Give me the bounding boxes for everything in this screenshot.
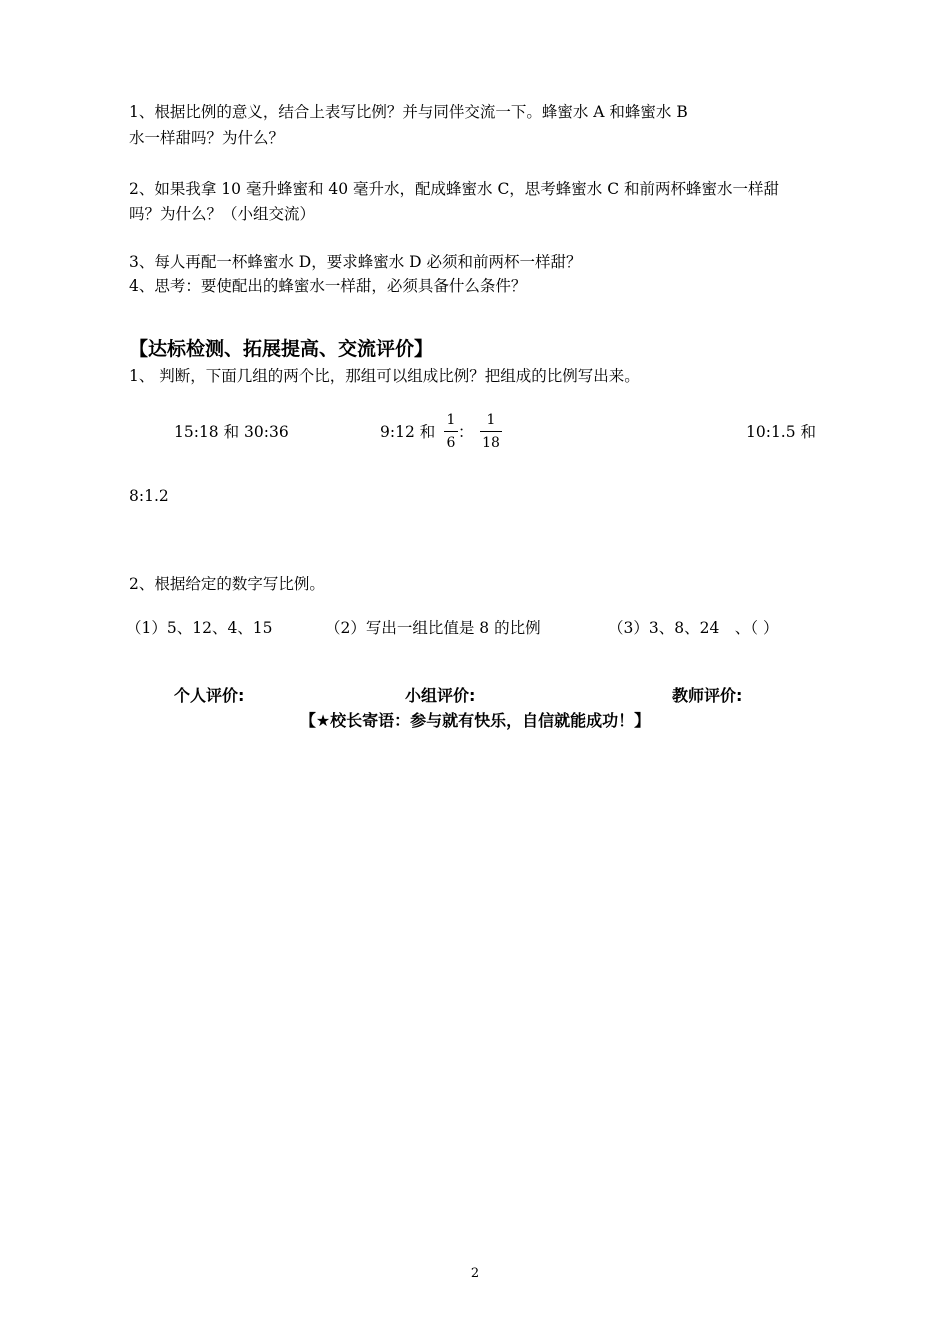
question-2-line-1: 2、如果我拿 10 毫升蜂蜜和 40 毫升水，配成蜂蜜水 C，思考蜂蜜水 C 和前两杯蜂蜜水一样甜 — [129, 180, 780, 198]
principal-motto: 【★校长寄语：参与就有快乐，自信就能成功！】 — [299, 711, 651, 730]
fraction-one-eighteenth — [480, 412, 502, 451]
fraction-bar — [444, 431, 458, 432]
section-title: 【达标检测、拓展提高、交流评价】 — [129, 338, 434, 360]
page-number: 2 — [470, 1266, 480, 1281]
question-1-line-1: 1、根据比例的意义，结合上表写比例？并与同伴交流一下。蜂蜜水 A 和蜂蜜水 B — [129, 103, 688, 121]
ratio-colon: ： — [458, 423, 474, 441]
question-2-line-2: 吗？为什么？（小组交流） — [129, 205, 316, 223]
exercise-1-prompt: 1、 判断，下面几组的两个比，那组可以组成比例？把组成的比例写出来。 — [129, 367, 640, 385]
teacher-evaluation-label: 教师评价: — [672, 686, 743, 705]
ratio-pair-c-start: 10:1.5 和 — [746, 423, 817, 441]
fraction-one-sixth — [444, 412, 458, 451]
personal-evaluation-label: 个人评价: — [174, 686, 245, 705]
fraction-bar — [480, 431, 502, 432]
exercise-2-item-3: （3）3、8、24 、（ ） — [608, 619, 779, 637]
fraction-denominator: 18 — [482, 435, 500, 451]
fraction-numerator: 1 — [446, 412, 456, 428]
ratio-pair-a: 15:18 和 30:36 — [174, 423, 289, 441]
exercise-2-prompt: 2、根据给定的数字写比例。 — [129, 575, 325, 593]
fraction-denominator: 6 — [446, 435, 456, 451]
ratio-pair-b-prefix: 9:12 和 — [380, 423, 436, 441]
question-3: 3、每人再配一杯蜂蜜水 D，要求蜂蜜水 D 必须和前两杯一样甜？ — [129, 253, 582, 271]
exercise-2-item-1: （1）5、12、4、15 — [126, 619, 273, 637]
question-1-line-2: 水一样甜吗？为什么？ — [129, 129, 285, 147]
question-4: 4、思考：要使配出的蜂蜜水一样甜，必须具备什么条件？ — [129, 277, 527, 295]
exercise-2-item-2: （2）写出一组比值是 8 的比例 — [325, 619, 541, 637]
ratio-pair-c-end: 8:1.2 — [129, 487, 169, 505]
fraction-numerator: 1 — [486, 412, 496, 428]
group-evaluation-label: 小组评价: — [405, 686, 476, 705]
